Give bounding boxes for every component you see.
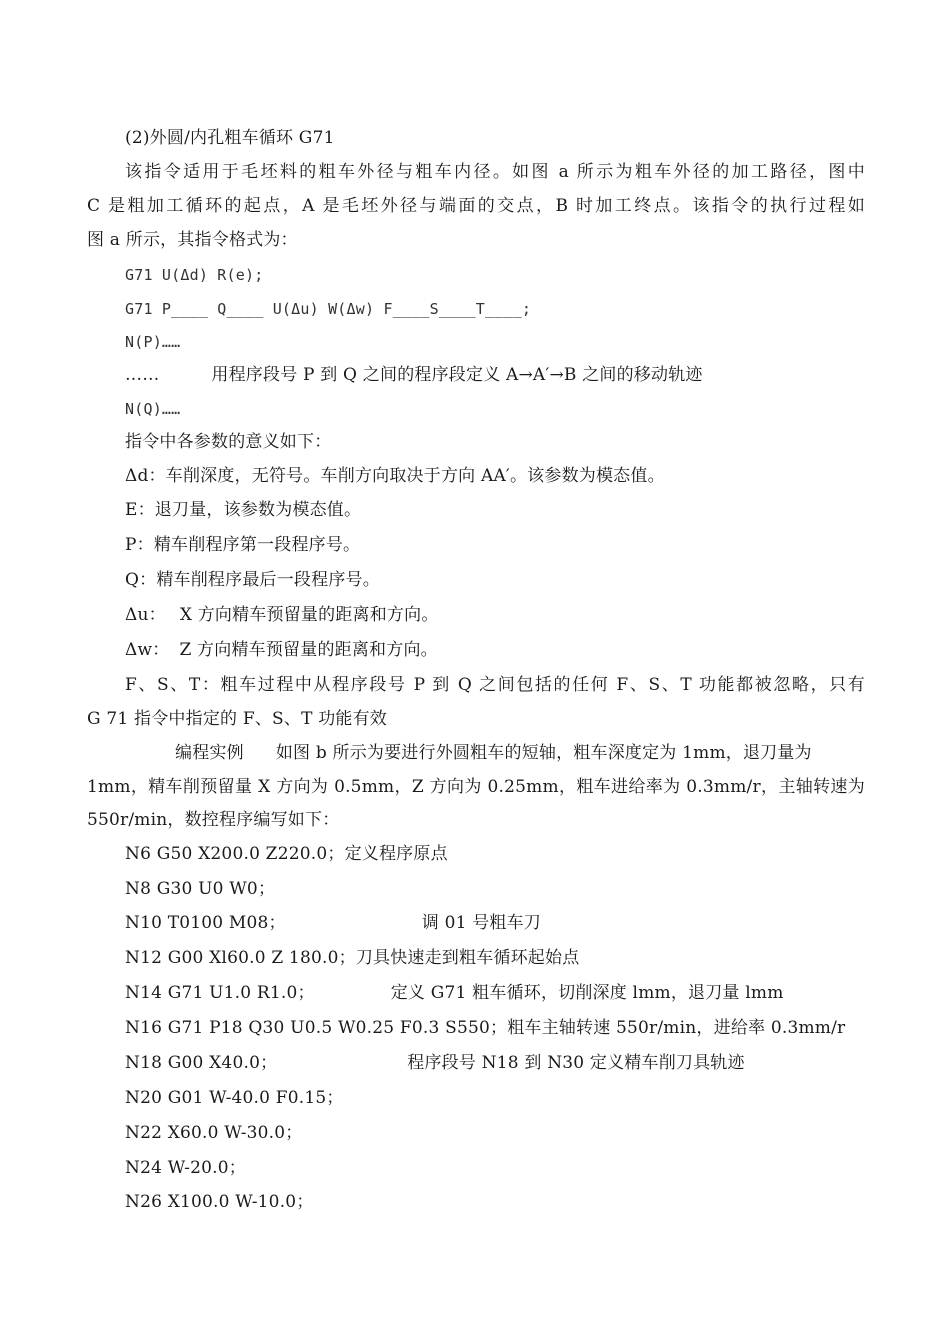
format-line-4 bbox=[125, 364, 703, 386]
program-code: N12 G00 Xl60.0 Z 180.0； bbox=[125, 948, 356, 968]
program-code: N20 G01 W-40.0 F0.15； bbox=[125, 1088, 344, 1108]
example-line-3: 550r/min，数控程序编写如下： bbox=[87, 810, 340, 830]
param-d: Δd：车削深度，无符号。车削方向取决于方向 AA′。该参数为模态值。 bbox=[125, 466, 665, 486]
program-comment: 粗车主轴转速 550r/min，进给率 0.3mm/r bbox=[507, 1018, 846, 1038]
param-fst-line-2: G 71 指令中指定的 F、S、T 功能有效 bbox=[87, 709, 388, 729]
program-line bbox=[125, 1157, 246, 1179]
param-w-label: Δw： bbox=[125, 640, 170, 660]
section-heading: (2)外圆/内孔粗车循环 G71 bbox=[125, 128, 335, 148]
params-heading: 指令中各参数的意义如下： bbox=[125, 432, 332, 452]
program-code: N14 G71 U1.0 R1.0； bbox=[125, 983, 315, 1003]
program-comment: 定义 G71 粗车循环，切削深度 lmm，退刀量 lmm bbox=[390, 983, 784, 1003]
param-u-label: Δu： bbox=[125, 605, 166, 625]
program-line bbox=[125, 1017, 845, 1039]
format-line-4-prefix: …… bbox=[125, 365, 160, 385]
program-line bbox=[125, 1087, 344, 1109]
param-q: Q：精车削程序最后一段程序号。 bbox=[125, 570, 380, 590]
program-line bbox=[125, 912, 541, 934]
param-fst-line-1: F、S、T：粗车过程中从程序段号 P 到 Q 之间包括的任何 F、S、T 功能都被忽略，只有 bbox=[125, 675, 865, 695]
program-code: N26 X100.0 W-10.0； bbox=[125, 1192, 314, 1212]
program-code: N6 G50 X200.0 Z220.0； bbox=[125, 844, 345, 864]
param-u bbox=[125, 604, 439, 626]
program-line bbox=[125, 1191, 314, 1213]
example-label: 编程实例 bbox=[175, 743, 244, 763]
program-line bbox=[125, 947, 579, 969]
format-line-1: G71 U(Δd) R(e); bbox=[125, 266, 264, 284]
program-comment: 调 01 号粗车刀 bbox=[421, 913, 542, 933]
program-code: N18 G00 X40.0； bbox=[125, 1053, 278, 1073]
program-line bbox=[125, 982, 784, 1004]
intro-line-1: 该指令适用于毛坯料的粗车外径与粗车内径。如图 a 所示为粗车外径的加工路径，图中 bbox=[125, 162, 865, 182]
program-code: N8 G30 U0 W0； bbox=[125, 879, 276, 899]
param-w bbox=[125, 639, 438, 661]
intro-line-3: 图 a 所示，其指令格式为： bbox=[87, 230, 298, 250]
program-code: N24 W-20.0； bbox=[125, 1158, 246, 1178]
param-p: P：精车削程序第一段程序号。 bbox=[125, 535, 361, 555]
program-line bbox=[125, 878, 275, 900]
program-code: N22 X60.0 W-30.0； bbox=[125, 1123, 303, 1143]
format-line-3: N(P)…… bbox=[125, 333, 181, 351]
format-line-4-text: 用程序段号 P 到 Q 之间的程序段定义 A→A′→B 之间的移动轨迹 bbox=[211, 365, 703, 385]
format-line-2: G71 P____ Q____ U(Δu) W(Δw) F____S____T____; bbox=[125, 300, 532, 318]
program-code: N10 T0100 M08； bbox=[125, 913, 286, 933]
program-line bbox=[125, 1052, 745, 1074]
example-line-2: 1mm，精车削预留量 X 方向为 0.5mm，Z 方向为 0.25mm，粗车进给率为 0.3mm/r，主轴转速为 bbox=[87, 777, 865, 797]
example-line-1-text: 如图 b 所示为要进行外圆粗车的短轴，粗车深度定为 1mm，退刀量为 bbox=[275, 743, 812, 763]
program-code: N16 G71 P18 Q30 U0.5 W0.25 F0.3 S550； bbox=[125, 1018, 508, 1038]
program-comment: 刀具快速走到粗车循环起始点 bbox=[355, 948, 580, 968]
program-comment: 定义程序原点 bbox=[344, 844, 448, 864]
param-w-text: Z 方向精车预留量的距离和方向。 bbox=[179, 640, 438, 660]
param-e: E：退刀量，该参数为模态值。 bbox=[125, 500, 362, 520]
program-line bbox=[125, 843, 448, 865]
example-line-1 bbox=[175, 742, 865, 764]
param-u-text: X 方向精车预留量的距离和方向。 bbox=[179, 605, 439, 625]
intro-line-2: C 是粗加工循环的起点，A 是毛坯外径与端面的交点，B 时加工终点。该指令的执行过程如 bbox=[87, 196, 865, 216]
format-line-5: N(Q)…… bbox=[125, 400, 181, 418]
program-line bbox=[125, 1122, 303, 1144]
program-comment: 程序段号 N18 到 N30 定义精车削刀具轨迹 bbox=[407, 1053, 745, 1073]
